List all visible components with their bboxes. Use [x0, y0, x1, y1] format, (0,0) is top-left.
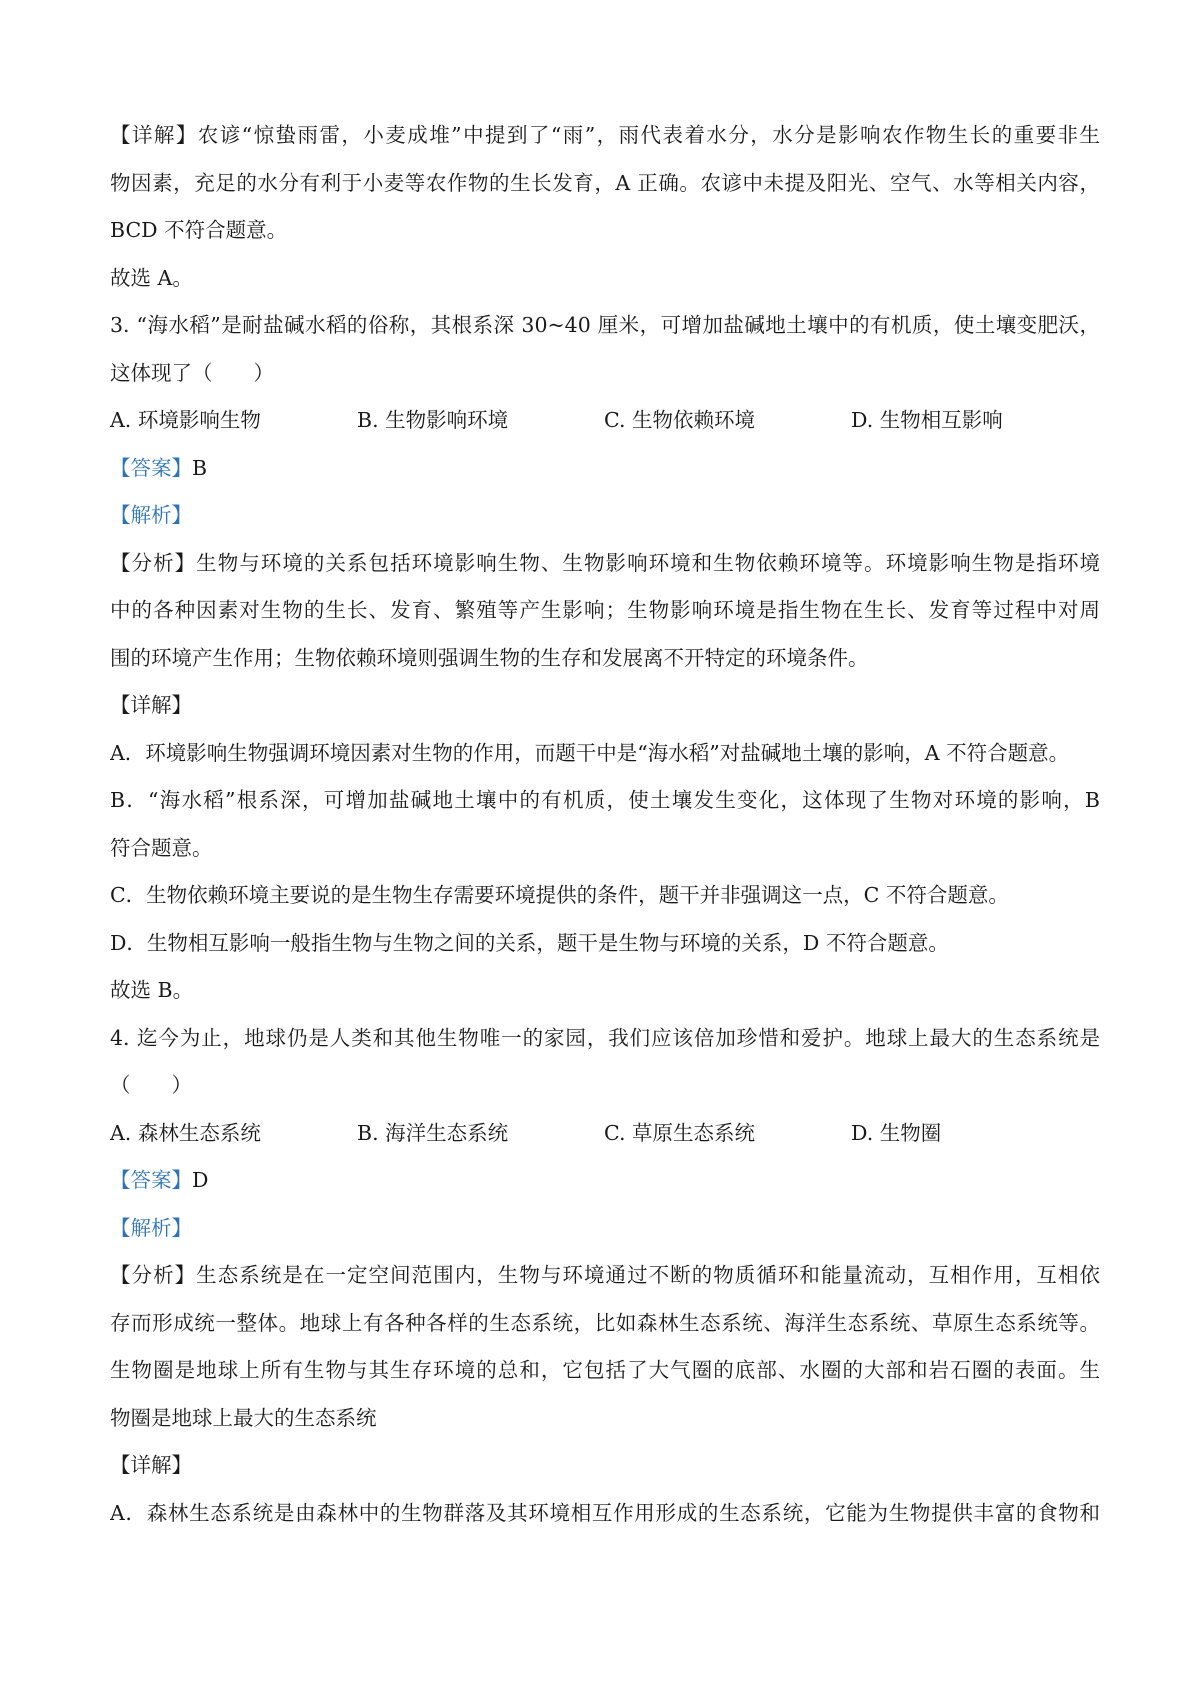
- q4-detail-line-1: A．森林生态系统是由森林中的生物群落及其环境相互作用形成的生态系统，它能为生物提供丰富的食物和: [110, 1500, 1100, 1525]
- q4-jiexi-label: 【解析】: [110, 1215, 192, 1240]
- q3-analysis-line-3: 围的环境产生作用；生物依赖环境则强调生物的生存和发展离不开特定的环境条件。: [110, 645, 869, 670]
- q3-option-a: A. 环境影响生物: [110, 408, 261, 432]
- q3-answer: [110, 445, 1100, 493]
- q3-detail-line-1: A．环境影响生物强调环境因素对生物的作用，而题干中是“海水稻”对盐碱地土壤的影响，A 不符合题意。: [110, 740, 1070, 765]
- q3-detail-label: 【详解】: [110, 693, 192, 717]
- q3-conclusion: 故选 B。: [110, 978, 194, 1002]
- q2-conclusion: 故选 A。: [110, 265, 193, 290]
- q3-detail-line-5: D．生物相互影响一般指生物与生物之间的关系，题干是生物与环境的关系，D 不符合题意。: [110, 930, 949, 955]
- q3-options: [110, 397, 1100, 445]
- q4-analysis-line-3: 生物圈是地球上所有生物与其生存环境的总和，它包括了大气圈的底部、水圈的大部和岩石圈的表面。生: [110, 1358, 1100, 1382]
- q3-answer-value: B: [192, 455, 208, 480]
- q4-option-a: A. 森林生态系统: [110, 1120, 261, 1145]
- q3-analysis-line-1: 【分析】生物与环境的关系包括环境影响生物、生物影响环境和生物依赖环境等。环境影响生物是指环境: [110, 550, 1100, 575]
- q4-option-b: B. 海洋生态系统: [357, 1120, 509, 1145]
- q4-options: [110, 1110, 1100, 1158]
- q3-detail-line-2: B．“海水稻”根系深，可增加盐碱地土壤中的有机质，使土壤发生变化，这体现了生物对环境的影响，B: [110, 788, 1100, 812]
- q3-stem-line-1: 3. “海水稻”是耐盐碱水稻的俗称，其根系深 30~40 厘米，可增加盐碱地土壤中的有机质，使土壤变肥沃，: [110, 313, 1100, 337]
- q4-answer-value: D: [192, 1168, 209, 1192]
- q3-detail-line-3: 符合题意。: [110, 835, 213, 860]
- q3-option-b: B. 生物影响环境: [357, 408, 509, 432]
- document-page: [110, 112, 1100, 1537]
- q4-analysis-line-1: 【分析】生态系统是在一定空间范围内，生物与环境通过不断的物质循环和能量流动，互相作用，互相依: [110, 1263, 1100, 1287]
- q3-stem-line-2: 这体现了（ ）: [110, 360, 274, 385]
- q3-detail-line-4: C．生物依赖环境主要说的是生物生存需要环境提供的条件，题干并非强调这一点，C 不符合题意。: [110, 883, 1009, 907]
- q4-stem-line-2: （ ）: [110, 1073, 192, 1097]
- q3-jiexi-label: 【解析】: [110, 503, 192, 527]
- q4-detail-label: 【详解】: [110, 1453, 192, 1477]
- q3-option-d: D. 生物相互影响: [851, 408, 1003, 432]
- q4-option-d: D. 生物圈: [851, 1120, 942, 1145]
- q4-option-c: C. 草原生态系统: [604, 1120, 755, 1145]
- q2-detail-line-3: BCD 不符合题意。: [110, 218, 288, 242]
- q4-analysis-line-4: 物圈是地球上最大的生态系统: [110, 1405, 377, 1430]
- q4-answer: [110, 1157, 1100, 1205]
- q3-analysis-line-2: 中的各种因素对生物的生长、发育、繁殖等产生影响；生物影响环境是指生物在生长、发育等过程中对周: [110, 598, 1100, 622]
- q4-stem-line-1: 4. 迄今为止，地球仍是人类和其他生物唯一的家园，我们应该倍加珍惜和爱护。地球上最大的生态系统是: [110, 1025, 1100, 1050]
- q3-answer-label: 【答案】: [110, 455, 192, 480]
- q3-option-c: C. 生物依赖环境: [604, 408, 755, 432]
- q4-answer-label: 【答案】: [110, 1168, 192, 1192]
- q2-detail-line-2: 物因素，充足的水分有利于小麦等农作物的生长发育，A 正确。农谚中未提及阳光、空气、水等相关内容，: [110, 170, 1100, 195]
- q2-detail-line-1: 【详解】农谚“惊蛰雨雷，小麦成堆”中提到了“雨”，雨代表着水分，水分是影响农作物生长的重要非生: [110, 123, 1100, 147]
- q4-analysis-line-2: 存而形成统一整体。地球上有各种各样的生态系统，比如森林生态系统、海洋生态系统、草原生态系统等。: [110, 1310, 1100, 1335]
